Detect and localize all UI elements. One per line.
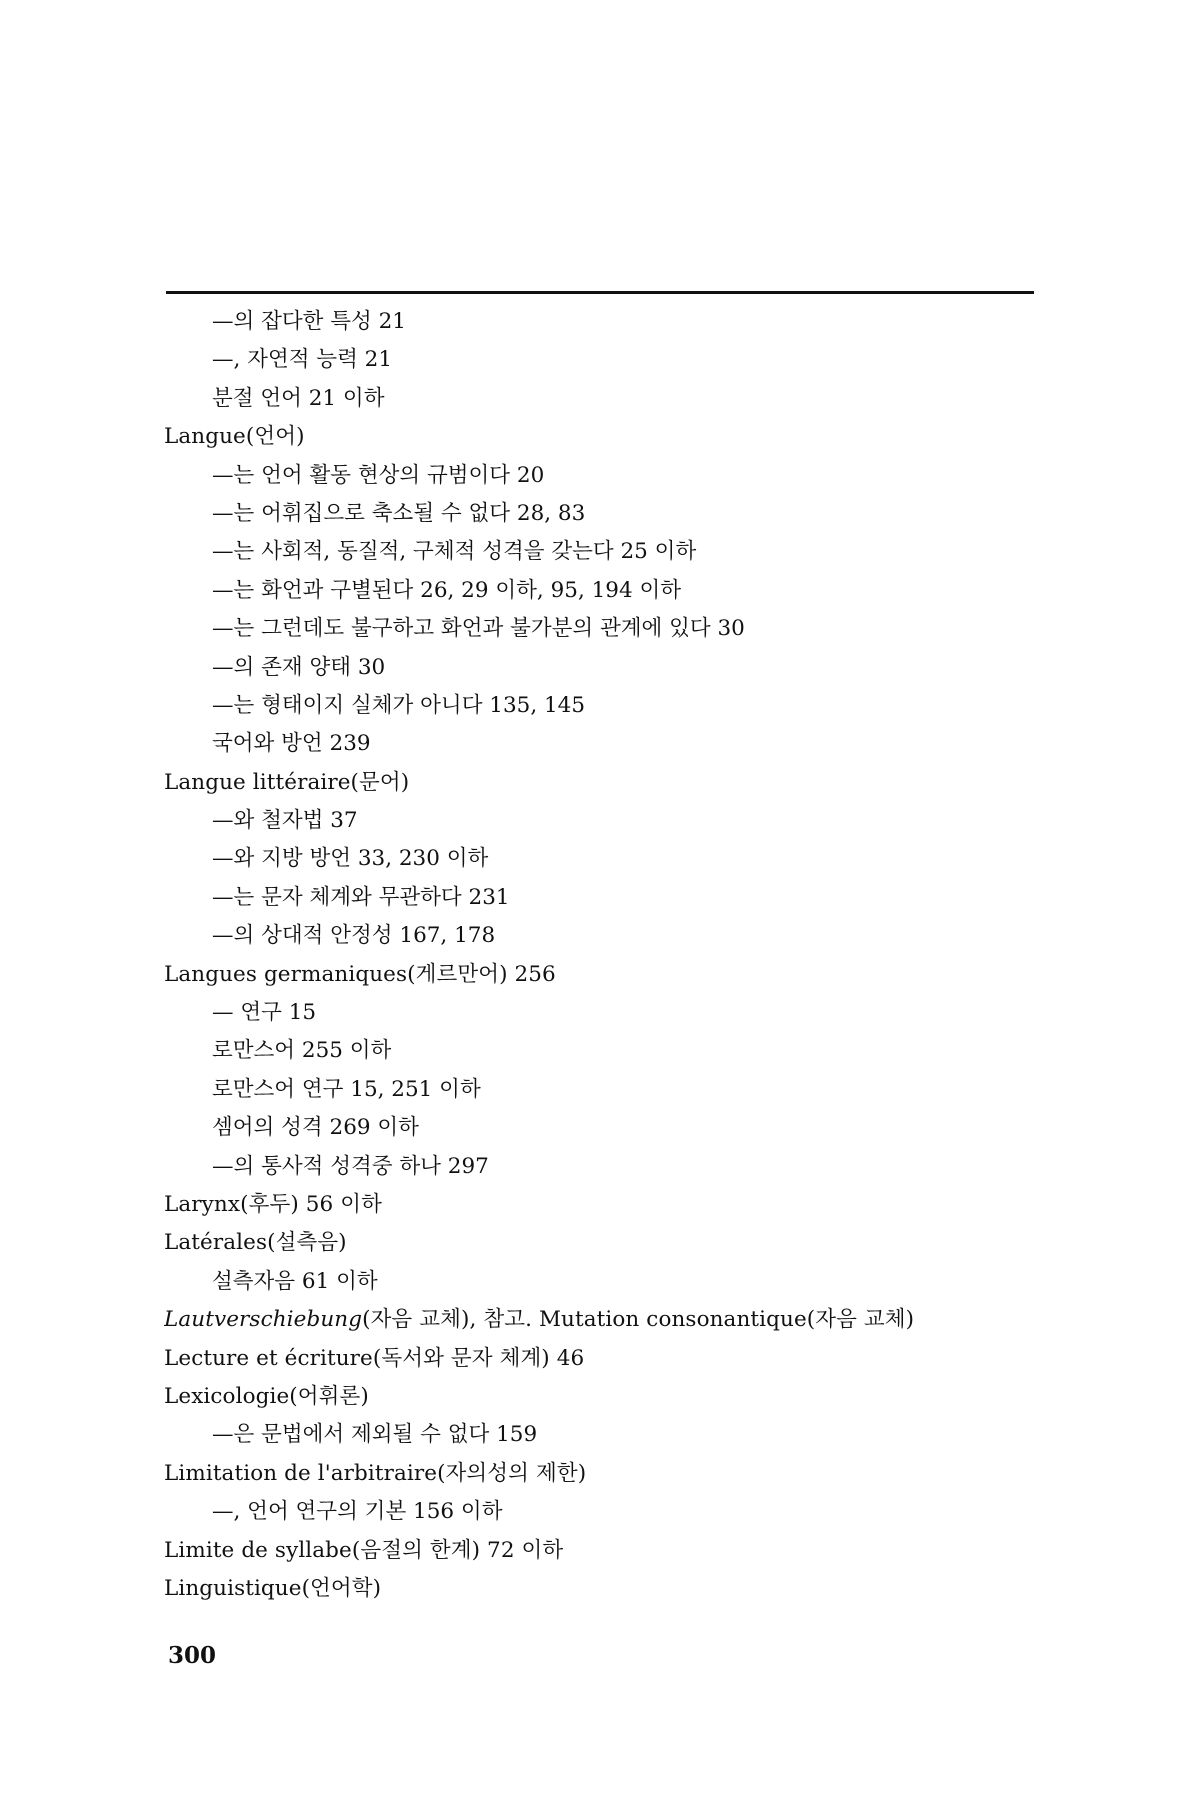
index-subentry [164,802,1174,840]
index-entry-text: 로만스어 연구 15, 251 이하 [212,1076,481,1102]
index-entry-text: 로만스어 255 이하 [212,1038,392,1064]
index-headword [164,1455,1174,1493]
index-subentry [164,1032,1174,1070]
index-entry-text: — 연구 15 [212,1000,317,1026]
index-entries [164,303,1174,1608]
index-entry-text: —은 문법에서 제외될 수 없다 159 [212,1422,538,1448]
index-subentry [164,1109,1174,1147]
index-subentry [164,533,1174,571]
index-entry-text: 설측자음 61 이하 [212,1268,378,1294]
index-subentry [164,687,1174,725]
index-headword [164,1378,1174,1416]
index-headword [164,1301,1174,1339]
index-entry-text: —는 화언과 구별된다 26, 29 이하, 95, 194 이하 [212,577,682,603]
index-subentry [164,1416,1174,1454]
index-entry-text: —의 상대적 안정성 167, 178 [212,923,496,949]
index-subentry [164,1493,1174,1531]
index-entry-text: —와 철자법 37 [212,808,358,834]
index-headword [164,1340,1174,1378]
index-headword [164,1532,1174,1570]
index-subentry [164,649,1174,687]
index-entry-text: (자음 교체), 참고. Mutation consonantique(자음 교체) [362,1307,915,1333]
index-entry-text: —, 언어 연구의 기본 156 이하 [212,1499,503,1525]
index-entry-text: —의 존재 양태 30 [212,654,386,680]
index-entry-text: —는 그런데도 불구하고 화언과 불가분의 관계에 있다 30 [212,616,745,642]
index-entry-text: —는 어휘집으로 축소될 수 없다 28, 83 [212,500,586,526]
index-subentry [164,994,1174,1032]
index-entry-text: Limitation de l'arbitraire(자의성의 제한) [164,1460,587,1486]
index-entry-text: 분절 언어 21 이하 [212,385,385,411]
index-headword [164,1186,1174,1224]
index-subentry [164,840,1174,878]
index-entry-text: —의 통사적 성격중 하나 297 [212,1153,489,1179]
index-entry-text: —는 문자 체계와 무관하다 231 [212,884,510,910]
top-rule [166,291,1034,294]
index-entry-text: —는 사회적, 동질적, 구체적 성격을 갖는다 25 이하 [212,539,697,565]
index-subentry [164,495,1174,533]
index-entry-text: Larynx(후두) 56 이하 [164,1191,382,1217]
index-entry-text: Langue(언어) [164,424,305,450]
index-headword [164,956,1174,994]
index-headword [164,1224,1174,1262]
index-entry-text: Limite de syllabe(음절의 한계) 72 이하 [164,1537,564,1563]
index-entry-text: —는 언어 활동 현상의 규범이다 20 [212,462,545,488]
index-subentry [164,1071,1174,1109]
index-entry-text: Langues germaniques(게르만어) 256 [164,961,556,987]
index-subentry [164,341,1174,379]
index-entry-text: Lexicologie(어휘론) [164,1383,369,1409]
page-number: 300 [168,1642,217,1669]
index-subentry [164,1263,1174,1301]
index-subentry [164,610,1174,648]
index-entry-text: —, 자연적 능력 21 [212,347,393,373]
index-subentry [164,879,1174,917]
index-subentry [164,572,1174,610]
index-headword [164,418,1174,456]
index-entry-text: Latérales(설측음) [164,1230,347,1256]
index-headword [164,1570,1174,1608]
index-entry-text: Lecture et écriture(독서와 문자 체계) 46 [164,1345,585,1371]
index-entry-text: Linguistique(언어학) [164,1575,382,1601]
index-subentry [164,1148,1174,1186]
index-subentry [164,303,1174,341]
index-entry-text: —는 형태이지 실체가 아니다 135, 145 [212,692,586,718]
index-headword [164,764,1174,802]
index-subentry [164,457,1174,495]
index-subentry [164,380,1174,418]
index-term-italic: Lautverschiebung [164,1307,363,1333]
index-subentry [164,725,1174,763]
index-entry-text: —의 잡다한 특성 21 [212,309,406,334]
index-entry-text: Langue littéraire(문어) [164,769,410,795]
index-entry-text: 셈어의 성격 269 이하 [212,1115,419,1141]
index-entry-text: 국어와 방언 239 [212,731,371,757]
index-entry-text: —와 지방 방언 33, 230 이하 [212,846,489,872]
index-subentry [164,917,1174,955]
